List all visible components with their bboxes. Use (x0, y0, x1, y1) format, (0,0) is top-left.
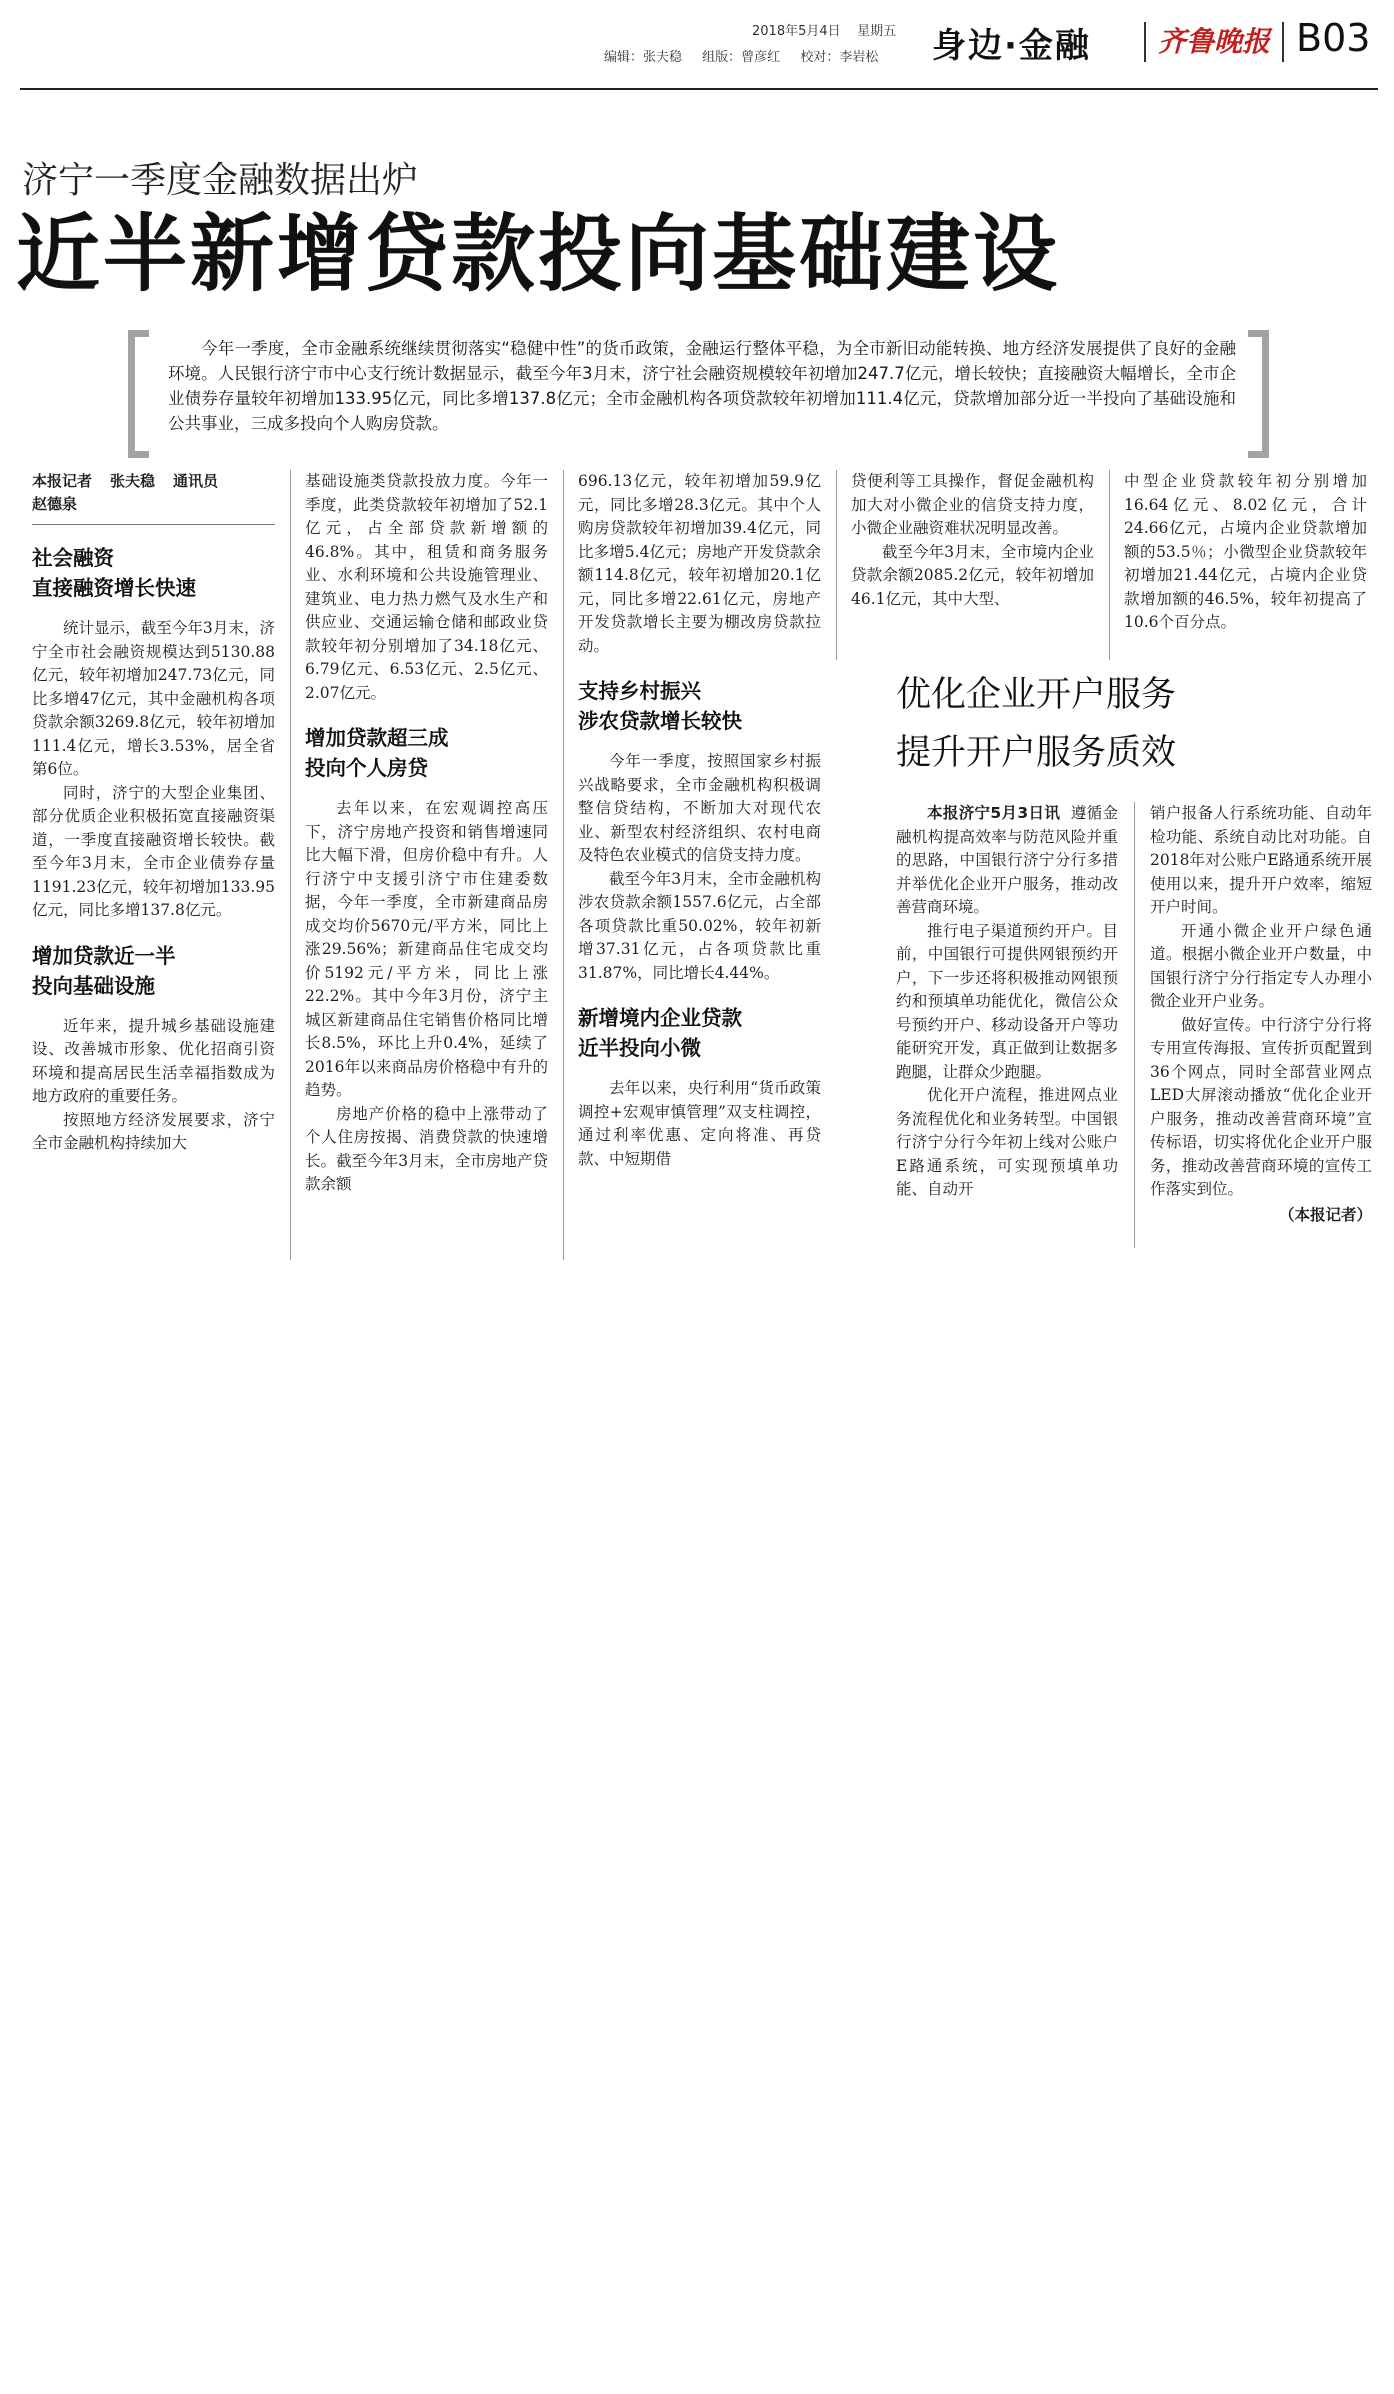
column-divider (836, 470, 837, 660)
kicker-headline: 济宁一季度金融数据出炉 (22, 160, 419, 201)
header-divider-2 (1282, 22, 1284, 62)
proofreader-credit: 校对：李岩松 (800, 50, 879, 65)
column-divider (290, 470, 291, 1260)
subhead-line: 直接融资增长快速 (32, 576, 196, 600)
paragraph: 近年来，提升城乡基础设施建设、改善城市形象、优化招商引资环境和提高居民生活幸福指数成为地方政府的重要任务。 (32, 1016, 275, 1105)
subhead-line: 社会融资 (32, 546, 114, 570)
paragraph: 优化开户流程，推进网点业务流程优化和业务转型。中国银行济宁分行今年初上线对公账户E路通系统，可实现预填单功能、自动开 (896, 1086, 1118, 1198)
paragraph: 统计显示，截至今年3月末，济宁全市社会融资规模达到5130.88亿元，较年初增加247.73亿元，同比多增47亿元，其中金融机构各项贷款余额3269.8亿元，较年初增加111.4亿元，增长3.53%，居全省第6位。 (32, 619, 275, 778)
subhead-small-micro-loans (578, 1003, 821, 1063)
subhead-line: 新增境内企业贷款 (578, 1006, 742, 1030)
issue-date (752, 20, 896, 39)
subhead-infrastructure (32, 941, 275, 1001)
paragraph: 去年以来，在宏观调控高压下，济宁房地产投资和销售增速同比大幅下滑，但房价稳中有升。人行济宁中支援引济宁市住建委数据，今年一季度，全市新建商品房成交均价5670元/平方米，同比上涨29.56%；新建商品住宅成交均价5192元/平方米，同比上涨22.2%。其中今年3月份，济宁主城区新建商品住宅销售价格同比增长8.5%，环比上升0.4%，延续了2016年以来商品房价格稳中有升的趋势。 (305, 799, 548, 1099)
section-name-dot: · (1004, 26, 1019, 66)
paragraph: 截至今年3月末，全市金融机构涉农贷款余额1557.6亿元，占全部各项贷款比重50.02%，较年初新增37.31亿元，占各项贷款比重31.87%，同比增长4.44%。 (578, 869, 821, 982)
paragraph: 做好宣传。中行济宁分行将专用宣传海报、宣传折页配置到36个网点，同时全部营业网点LED大屏滚动播放“优化企业开户服务，推动改善营商环境”宣传标语，切实将优化企业开户服务，推动改善营商环境的宣传工作落实到位。 (1150, 1015, 1372, 1198)
column-divider (563, 470, 564, 1260)
subhead-line: 近半投向小微 (578, 1036, 701, 1060)
main-headline: 近半新增贷款投向基础建设 (16, 205, 1061, 303)
sub-title-line: 优化企业开户服务 (896, 675, 1177, 715)
author-signature: （本报记者） (1278, 1205, 1372, 1224)
page-number: B03 (1296, 16, 1371, 60)
section-name-part-a: 身边 (932, 26, 1004, 66)
article-column-2 (305, 470, 548, 1197)
byline-correspondent-name: 赵德泉 (32, 495, 78, 513)
staff-credits (604, 46, 894, 65)
byline-role-correspondent: 通讯员 (173, 472, 219, 490)
subhead-social-financing (32, 543, 275, 603)
paragraph: 开通小微企业开户绿色通道。根据小微企业开户数量，中国银行济宁分行指定专人办理小微企业开户业务。 (1150, 921, 1372, 1010)
byline (32, 470, 275, 525)
paragraph: 贷便利等工具操作，督促金融机构加大对小微企业的信贷支持力度，小微企业融资难状况明显改善。 (851, 472, 1094, 537)
sub-title-line: 提升开户服务质效 (896, 733, 1177, 773)
paragraph: 去年以来，央行利用“货币政策调控+宏观审慎管理”双支柱调控，通过利率优惠、定向将准、再贷款、中短期借 (578, 1079, 821, 1168)
subhead-line: 增加贷款超三成 (305, 726, 449, 750)
paragraph-text: 遵循金融机构提高效率与防范风险并重的思路，中国银行济宁分行多措并举优化企业开户服务，推动改善营商环境。 (896, 804, 1118, 916)
article-column-5 (1124, 470, 1367, 635)
header-rule (20, 88, 1378, 90)
paragraph: 按照地方经济发展要求，济宁全市金融机构持续加大 (32, 1110, 275, 1152)
layout-credit: 组版：曾彦红 (702, 50, 781, 65)
subhead-line: 支持乡村振兴 (578, 679, 701, 703)
newspaper-logo: 齐鲁晚报 (1158, 25, 1271, 58)
paragraph: 696.13亿元，较年初增加59.9亿元，同比多增28.3亿元。其中个人购房贷款较年初增加39.4亿元，同比多增5.4亿元；房地产开发贷款余额114.8亿元，较年初增加20.1亿元，同比多增22.61亿元，房地产开发贷款增长主要为棚改房贷款拉动。 (578, 472, 821, 655)
lead-bracket-right (1248, 330, 1269, 458)
column-divider (1134, 802, 1135, 1248)
paragraph: 同时，济宁的大型企业集团、部分优质企业积极拓宽直接融资渠道，一季度直接融资增长较快。截至今年3月末，全市企业债券存量1191.23亿元，较年初增加133.95亿元，同比多增137.8亿元。 (32, 783, 275, 919)
paragraph: 销户报备人行系统功能、自动年检功能、系统自动比对功能。自2018年对公账户E路通系统开展使用以来，提升开户效率，缩短开户时间。 (1150, 804, 1372, 916)
paragraph: 推行电子渠道预约开户。目前，中国银行可提供网银预约开户，下一步还将积极推动网银预约和预填单功能优化，微信公众号预约开户、移动设备开户等功能研究开发，真正做到让数据多跑腿，让群众少跑腿。 (896, 921, 1118, 1081)
paragraph: 截至今年3月末，全市境内企业贷款余额2085.2亿元，较年初增加46.1亿元，其中大型、 (851, 542, 1094, 608)
subhead-line: 涉农贷款增长较快 (578, 709, 742, 733)
editor-credit: 编辑：张夫稳 (604, 50, 683, 65)
dateline: 本报济宁5月3日讯 (927, 804, 1061, 822)
byline-reporter-name: 张夫稳 (110, 472, 156, 490)
article-column-1 (32, 470, 275, 1156)
section-name (932, 18, 1091, 67)
subhead-rural-revitalization (578, 676, 821, 736)
header-divider-1 (1144, 22, 1146, 62)
paragraph: 房地产价格的稳中上涨带动了个人住房按揭、消费贷款的快速增长。截至今年3月末，全市房地产贷款余额 (305, 1104, 548, 1193)
subhead-line: 增加贷款近一半 (32, 943, 176, 968)
subhead-line: 投向个人房贷 (305, 756, 428, 780)
date-text: 2018年5月4日 (752, 24, 841, 39)
sub-article-column-2 (1150, 802, 1372, 1227)
section-name-part-b: 金融 (1018, 26, 1091, 66)
sub-article-column-1 (896, 802, 1118, 1202)
subhead-housing-loans (305, 723, 548, 783)
lead-paragraph: 今年一季度，全市金融系统继续贯彻落实“稳健中性”的货币政策，金融运行整体平稳，为全市新旧动能转换、地方经济发展提供了良好的金融环境。人民银行济宁市中心支行统计数据显示，截至今年3月末，济宁社会融资规模较年初增加247.7亿元，增长较快；直接融资大幅增长，全市企业债券存量较年初增加133.95亿元，同比多增137.8亿元；全市金融机构各项贷款较年初增加111.4亿元，贷款增加部分近一半投向了基础设施和公共事业，三成多投向个人购房贷款。 (168, 339, 1236, 433)
subhead-line: 投向基础设施 (32, 973, 155, 998)
weekday-text: 星期五 (857, 24, 897, 39)
paragraph: 基础设施类贷款投放力度。今年一季度，此类贷款较年初增加了52.1亿元，占全部贷款新增额的46.8%。其中，租赁和商务服务业、水利环境和公共设施管理业、建筑业、电力热力燃气及水生产和供应业、交通运输仓储和邮政业贷款较年初分别增加了34.18亿元、6.79亿元、6.53亿元、2.5亿元、2.07亿元。 (305, 472, 548, 702)
article-column-3 (578, 470, 821, 1171)
sub-article-title (896, 666, 1176, 782)
paragraph: 今年一季度，按照国家乡村振兴战略要求，全市金融机构积极调整信贷结构，不断加大对现代农业、新型农村经济组织、农村电商及特色农业模式的信贷支持力度。 (578, 752, 821, 864)
article-column-4 (851, 470, 1094, 611)
lead-bracket-left (128, 330, 149, 458)
column-divider (1109, 470, 1110, 660)
byline-role-reporter: 本报记者 (32, 472, 93, 490)
paragraph: 中型企业贷款较年初分别增加16.64亿元、8.02亿元，合计24.66亿元，占境内企业贷款增加额的53.5％；小微型企业贷款较年初增加21.44亿元，占境内企业贷款增加额的46.5%，较年初提高了10.6个百分点。 (1124, 472, 1367, 631)
